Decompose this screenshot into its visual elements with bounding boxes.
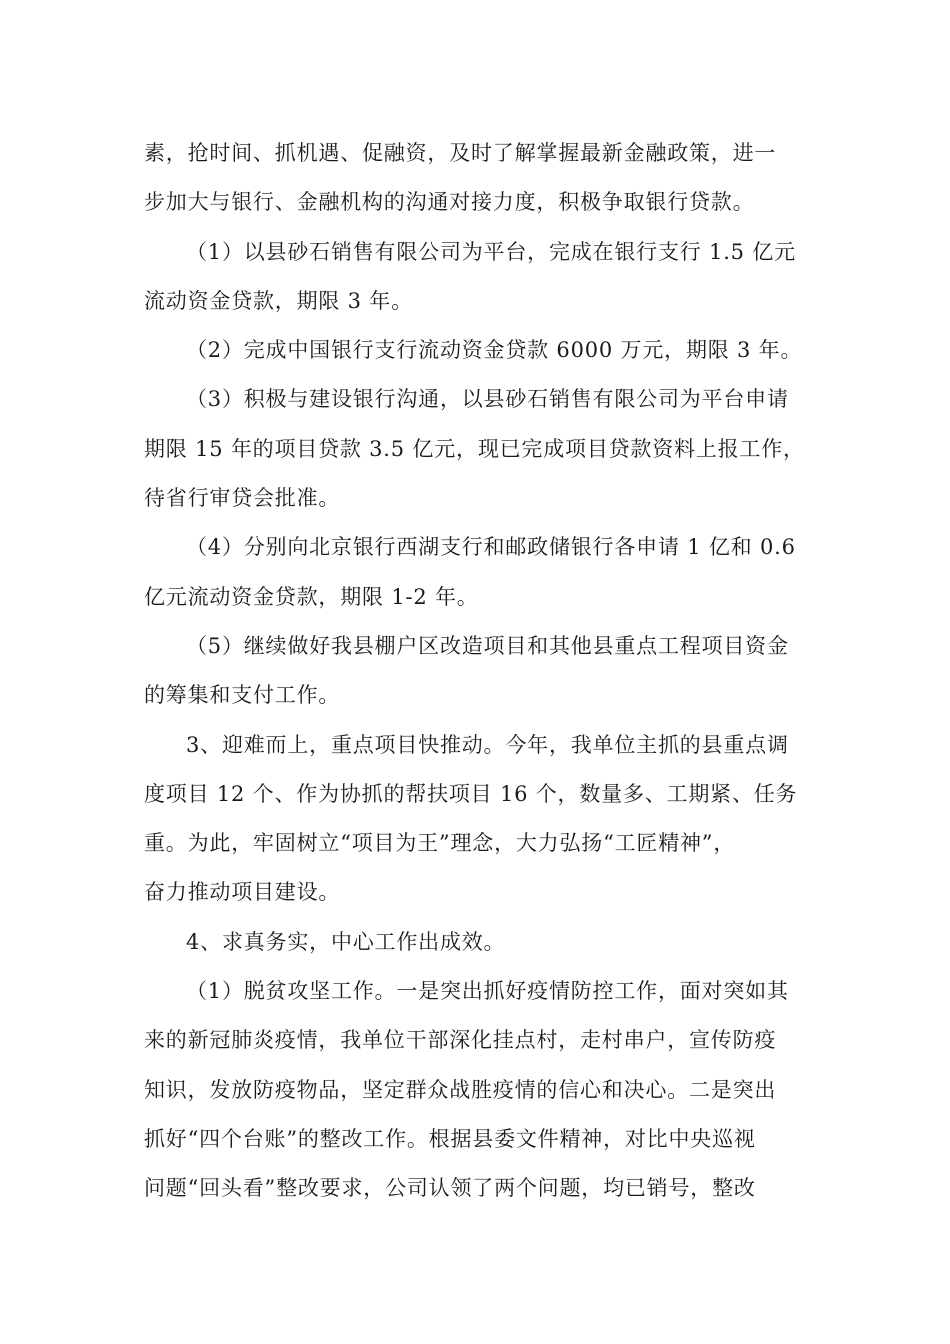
text-line: 待省行审贷会批准。 [144, 486, 341, 511]
document-body [144, 129, 824, 1214]
text-line: 素，抢时间、抓机遇、促融资，及时了解掌握最新金融政策，进一 [144, 141, 777, 165]
text-line: （1）以县砂石销售有限公司为平台，完成在银行支行 1.5 亿元 [186, 239, 796, 264]
text-line: 问题“回头看”整改要求，公司认领了两个问题，均已销号，整改 [144, 1176, 756, 1201]
text-line: 度项目 12 个、作为协抓的帮扶项目 16 个，数量多、工期紧、任务 [144, 781, 798, 806]
text-line: 重。为此，牢固树立“项目为王”理念，大力弘扬“工匠精神”， [144, 831, 736, 856]
text-line: 步加大与银行、金融机构的沟通对接力度，积极争取银行贷款。 [144, 190, 755, 215]
text-line: 流动资金贷款，期限 3 年。 [144, 288, 413, 313]
text-line: 抓好“四个台账”的整改工作。根据县委文件精神，对比中央巡视 [144, 1126, 756, 1151]
text-line: （4）分别向北京银行西湖支行和邮政储银行各申请 1 亿和 0.6 [186, 535, 796, 560]
text-line: （5）继续做好我县棚户区改造项目和其他县重点工程项目资金 [186, 633, 789, 658]
text-line: 期限 15 年的项目贷款 3.5 亿元，现已完成项目贷款资料上报工作， [144, 436, 805, 461]
text-line: （2）完成中国银行支行流动资金贷款 6000 万元，期限 3 年。 [186, 338, 803, 363]
text-line: （3）积极与建设银行沟通，以县砂石销售有限公司为平台申请 [186, 387, 789, 412]
text-line: 3、迎难而上，重点项目快推动。今年，我单位主抓的县重点调 [186, 732, 789, 757]
text-line: 4、求真务实，中心工作出成效。 [186, 929, 506, 954]
text-line: 来的新冠肺炎疫情，我单位干部深化挂点村，走村串户，宣传防疫 [144, 1028, 777, 1053]
text-line: （1）脱贫攻坚工作。一是突出抓好疫情防控工作，面对突如其 [186, 979, 789, 1004]
text-line: 知识，发放防疫物品，坚定群众战胜疫情的信心和决心。二是突出 [144, 1077, 777, 1102]
text-line: 奋力推动项目建设。 [144, 880, 341, 905]
text-line: 的筹集和支付工作。 [144, 683, 341, 708]
text-line: 亿元流动资金贷款，期限 1-2 年。 [144, 584, 479, 609]
